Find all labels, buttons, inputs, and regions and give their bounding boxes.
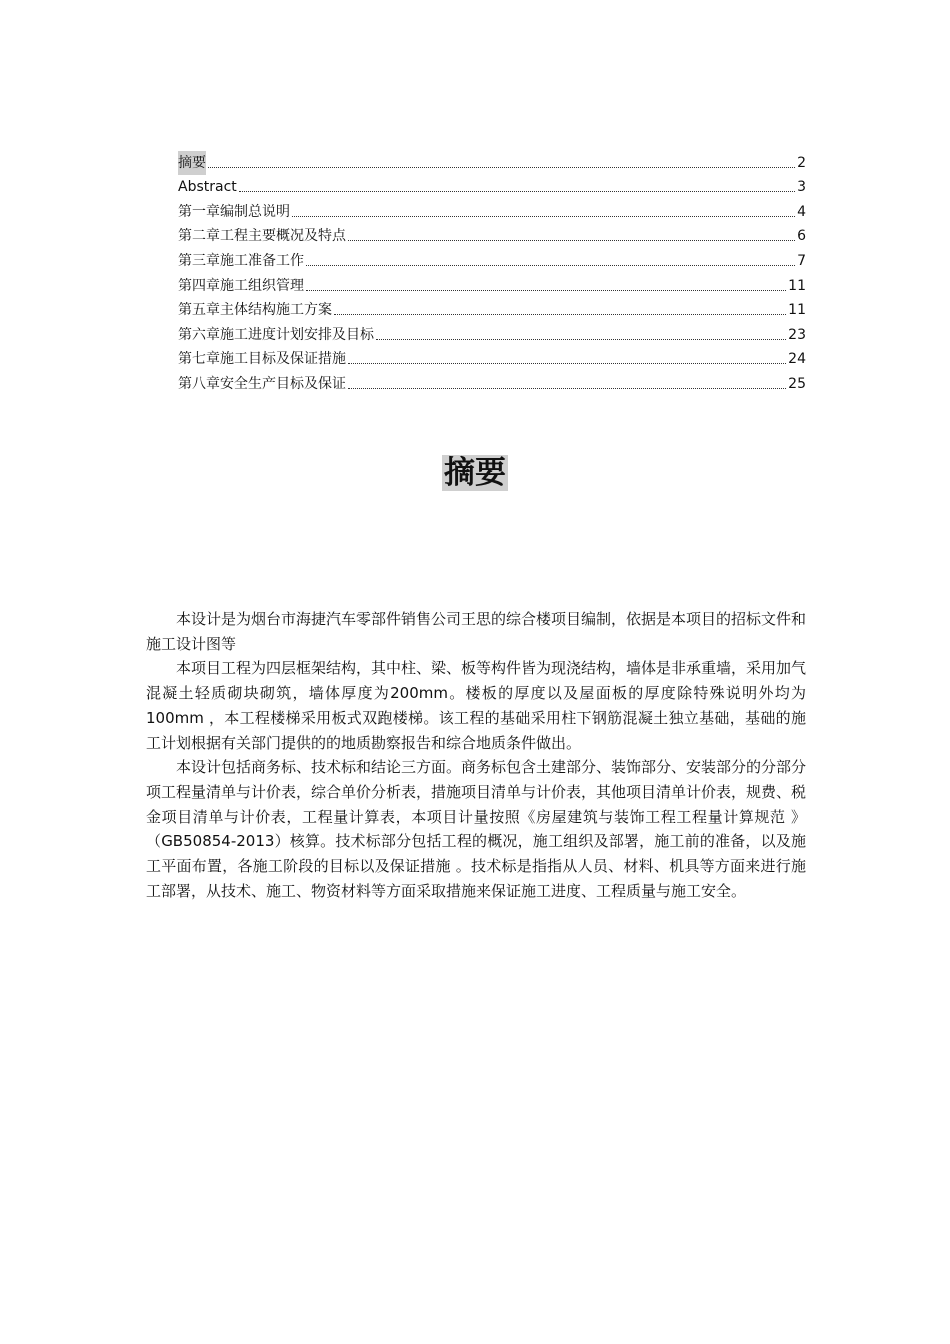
toc-entry-title: 第八章安全生产目标及保证: [178, 375, 346, 392]
toc-entry-title: 摘要: [178, 151, 206, 175]
toc-entry-title: 第三章施工准备工作: [178, 252, 304, 269]
toc-entry-page: 6: [797, 228, 806, 245]
toc-entry-title: 第一章编制总说明: [178, 203, 290, 220]
toc-entry-title: 第二章工程主要概况及特点: [178, 228, 346, 245]
body-paragraph: 本设计包括商务标、技术标和结论三方面。商务标包含土建部分、装饰部分、安装部分的分部分项工程量清单与计价表，综合单价分析表，措施项目清单与计价表，其他项目清单计价表，规费、税金项目清单与计价表，工程量计算表，本项目计量按照《房屋建筑与装饰工程工程量计算规范 》（GB50854-2013）核算。技术标部分包括工程的概况，施工组织及部署，施工前的准备，以及施工平面布置，各施工阶段的目标以及保证措施 。技术标是指指从人员、材料、机具等方面来进行施工部署，从技术、施工、物资材料等方面采取措施来保证施工进度、工程质量与施工安全。: [146, 758, 807, 900]
toc-entry[interactable]: [178, 150, 806, 175]
toc-entry[interactable]: [178, 322, 806, 347]
toc-entry[interactable]: [178, 224, 806, 249]
toc-dot-leader: [306, 265, 795, 266]
toc-entry-title: 第四章施工组织管理: [178, 277, 304, 294]
toc-dot-leader: [376, 339, 786, 340]
toc-entry-page: 25: [788, 375, 806, 392]
section-heading-text: 摘要: [444, 455, 506, 491]
toc-dot-leader: [348, 363, 786, 364]
toc-entry-page: 11: [788, 277, 806, 294]
toc-entry[interactable]: [178, 248, 806, 273]
toc-dot-leader: [239, 191, 795, 192]
toc-dot-leader: [348, 240, 795, 241]
toc-dot-leader: [208, 167, 795, 168]
section-heading: [0, 452, 950, 494]
toc-entry[interactable]: [178, 175, 806, 200]
toc-entry-title: Abstract: [178, 179, 237, 196]
toc-dot-leader: [306, 290, 786, 291]
toc-entry[interactable]: [178, 371, 806, 396]
toc-entry-title: 第七章施工目标及保证措施: [178, 351, 346, 368]
toc-entry[interactable]: [178, 199, 806, 224]
body-paragraph: 本项目工程为四层框架结构，其中柱、梁、板等构件皆为现浇结构，墙体是非承重墙，采用加气混凝土轻质砌块砌筑，墙体厚度为200mm。楼板的厚度以及屋面板的厚度除特殊说明外均为100mm ，本工程楼梯采用板式双跑楼梯。该工程的基础采用柱下钢筋混凝土独立基础，基础的施工计划根据有关部门提供的的地质勘察报告和综合地质条件做出。: [146, 659, 807, 752]
table-of-contents: [178, 150, 806, 396]
toc-entry-title: 第五章主体结构施工方案: [178, 302, 332, 319]
toc-entry-page: 4: [797, 203, 806, 220]
toc-entry[interactable]: [178, 273, 806, 298]
toc-entry-page: 11: [788, 302, 806, 319]
toc-entry[interactable]: [178, 347, 806, 372]
toc-entry-page: 3: [797, 179, 806, 196]
toc-entry-page: 2: [797, 154, 806, 171]
body-paragraph: 本设计是为烟台市海捷汽车零部件销售公司王思的综合楼项目编制，依据是本项目的招标文件和施工设计图等: [146, 610, 807, 653]
toc-entry-page: 23: [788, 326, 806, 343]
toc-dot-leader: [348, 388, 786, 389]
toc-entry-page: 7: [797, 252, 806, 269]
abstract-body: [146, 607, 806, 903]
toc-entry[interactable]: [178, 298, 806, 323]
toc-entry-page: 24: [788, 351, 806, 368]
toc-dot-leader: [292, 216, 795, 217]
toc-dot-leader: [334, 314, 786, 315]
toc-entry-title: 第六章施工进度计划安排及目标: [178, 326, 374, 343]
